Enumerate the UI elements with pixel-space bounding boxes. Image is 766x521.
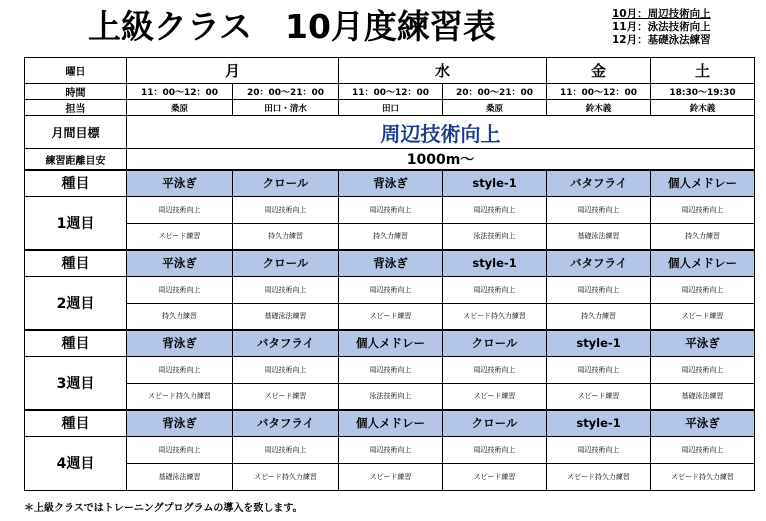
practice-content-cell: スピード練習 xyxy=(443,383,547,410)
practice-content-cell: 持久力練習 xyxy=(233,223,339,250)
practice-content-cell: 周辺技術向上 xyxy=(127,436,233,463)
event-row xyxy=(25,330,755,356)
practice-content-cell: 周辺技術向上 xyxy=(547,196,651,223)
practice-content-cell: 周辺技術向上 xyxy=(443,356,547,383)
content-row xyxy=(25,303,755,330)
event-cell: 平泳ぎ xyxy=(127,170,233,196)
goal-label: 月間目標 xyxy=(25,116,127,149)
practice-content-cell: 周辺技術向上 xyxy=(443,436,547,463)
legend-november: 11月：泳法技術向上 xyxy=(612,21,711,33)
practice-content-cell: スピード練習 xyxy=(339,303,443,330)
practice-content-cell: 周辺技術向上 xyxy=(339,436,443,463)
practice-content-cell: スピード持久力練習 xyxy=(547,463,651,490)
practice-distance: 1000m〜 xyxy=(127,149,755,171)
practice-content-cell: 周辺技術向上 xyxy=(443,276,547,303)
event-cell: style-1 xyxy=(547,410,651,436)
practice-content-cell: 周辺技術向上 xyxy=(443,196,547,223)
goal-row xyxy=(25,116,755,149)
time-row xyxy=(25,84,755,100)
practice-content-cell: 周辺技術向上 xyxy=(233,276,339,303)
legend-december: 12月：基礎泳法練習 xyxy=(612,34,711,46)
staff-cell: 田口 xyxy=(339,100,443,116)
staff-cell: 桑原 xyxy=(443,100,547,116)
page-title: 上級クラス 10月度練習表 xyxy=(88,7,496,46)
event-cell: 背泳ぎ xyxy=(339,170,443,196)
practice-content-cell: スピード持久力練習 xyxy=(651,463,755,490)
content-row xyxy=(25,276,755,303)
practice-content-cell: 基礎泳法練習 xyxy=(127,463,233,490)
event-cell: 背泳ぎ xyxy=(339,250,443,276)
event-row xyxy=(25,170,755,196)
practice-schedule-table xyxy=(24,57,755,491)
content-row xyxy=(25,223,755,250)
content-row xyxy=(25,383,755,410)
event-cell: 平泳ぎ xyxy=(127,250,233,276)
practice-content-cell: 基礎泳法練習 xyxy=(233,303,339,330)
time-cell: 20：00〜21：00 xyxy=(443,84,547,100)
content-row xyxy=(25,196,755,223)
event-cell: 個人メドレー xyxy=(339,410,443,436)
practice-content-cell: 周辺技術向上 xyxy=(651,196,755,223)
weekday-label: 曜日 xyxy=(25,58,127,84)
time-cell: 11：00〜12：00 xyxy=(547,84,651,100)
practice-content-cell: 周辺技術向上 xyxy=(127,196,233,223)
practice-content-cell: スピード持久力練習 xyxy=(443,303,547,330)
event-label: 種目 xyxy=(25,170,127,196)
distance-row xyxy=(25,149,755,171)
practice-content-cell: 基礎泳法練習 xyxy=(547,223,651,250)
practice-content-cell: 持久力練習 xyxy=(127,303,233,330)
content-row xyxy=(25,436,755,463)
practice-content-cell: 持久力練習 xyxy=(651,223,755,250)
practice-content-cell: スピード練習 xyxy=(547,383,651,410)
practice-content-cell: 周辺技術向上 xyxy=(547,436,651,463)
monthly-theme-legend xyxy=(612,8,762,47)
practice-content-cell: 周辺技術向上 xyxy=(547,356,651,383)
practice-content-cell: 周辺技術向上 xyxy=(339,356,443,383)
event-label: 種目 xyxy=(25,410,127,436)
event-cell: 平泳ぎ xyxy=(651,330,755,356)
event-cell: 個人メドレー xyxy=(339,330,443,356)
event-label: 種目 xyxy=(25,330,127,356)
event-cell: クロール xyxy=(233,170,339,196)
practice-content-cell: 周辺技術向上 xyxy=(233,196,339,223)
day-row xyxy=(25,58,755,84)
practice-content-cell: スピード練習 xyxy=(651,303,755,330)
content-row xyxy=(25,463,755,490)
event-cell: style-1 xyxy=(443,250,547,276)
event-cell: バタフライ xyxy=(233,330,339,356)
time-label: 時間 xyxy=(25,84,127,100)
practice-content-cell: 周辺技術向上 xyxy=(547,276,651,303)
practice-content-cell: 周辺技術向上 xyxy=(651,276,755,303)
week-label: 3週目 xyxy=(25,356,127,410)
event-row xyxy=(25,410,755,436)
staff-cell: 田口・清水 xyxy=(233,100,339,116)
content-row xyxy=(25,356,755,383)
practice-content-cell: 周辺技術向上 xyxy=(339,276,443,303)
practice-content-cell: 周辺技術向上 xyxy=(127,356,233,383)
day-friday: 金 xyxy=(547,58,651,84)
practice-content-cell: スピード持久力練習 xyxy=(233,463,339,490)
week-label: 2週目 xyxy=(25,276,127,330)
practice-content-cell: 周辺技術向上 xyxy=(127,276,233,303)
staff-cell: 鈴木義 xyxy=(651,100,755,116)
event-cell: style-1 xyxy=(547,330,651,356)
event-row xyxy=(25,250,755,276)
event-cell: 平泳ぎ xyxy=(651,410,755,436)
practice-content-cell: 周辺技術向上 xyxy=(339,196,443,223)
event-cell: クロール xyxy=(443,410,547,436)
practice-content-cell: 基礎泳法練習 xyxy=(651,383,755,410)
time-cell: 11：00〜12：00 xyxy=(127,84,233,100)
event-cell: クロール xyxy=(233,250,339,276)
practice-content-cell: スピード練習 xyxy=(127,223,233,250)
practice-content-cell: 周辺技術向上 xyxy=(233,436,339,463)
practice-content-cell: スピード持久力練習 xyxy=(127,383,233,410)
week-label: 4週目 xyxy=(25,436,127,490)
staff-label: 担当 xyxy=(25,100,127,116)
event-cell: バタフライ xyxy=(547,170,651,196)
event-cell: 背泳ぎ xyxy=(127,330,233,356)
event-cell: 背泳ぎ xyxy=(127,410,233,436)
time-cell: 11：00〜12：00 xyxy=(339,84,443,100)
practice-content-cell: 周辺技術向上 xyxy=(651,436,755,463)
event-cell: バタフライ xyxy=(547,250,651,276)
practice-content-cell: 周辺技術向上 xyxy=(651,356,755,383)
event-label: 種目 xyxy=(25,250,127,276)
practice-content-cell: スピード練習 xyxy=(233,383,339,410)
time-cell: 20：00〜21：00 xyxy=(233,84,339,100)
day-saturday: 土 xyxy=(651,58,755,84)
practice-content-cell: 持久力練習 xyxy=(339,223,443,250)
legend-october: 10月：周辺技術向上 xyxy=(612,8,711,20)
staff-row xyxy=(25,100,755,116)
practice-content-cell: スピード練習 xyxy=(339,463,443,490)
event-cell: バタフライ xyxy=(233,410,339,436)
event-cell: style-1 xyxy=(443,170,547,196)
practice-content-cell: 周辺技術向上 xyxy=(233,356,339,383)
event-cell: 個人メドレー xyxy=(651,170,755,196)
day-monday: 月 xyxy=(127,58,339,84)
practice-content-cell: 泳法技術向上 xyxy=(339,383,443,410)
staff-cell: 桑原 xyxy=(127,100,233,116)
time-cell: 18:30〜19:30 xyxy=(651,84,755,100)
event-cell: クロール xyxy=(443,330,547,356)
practice-content-cell: 泳法技術向上 xyxy=(443,223,547,250)
distance-label: 練習距離目安 xyxy=(25,149,127,171)
monthly-goal: 周辺技術向上 xyxy=(127,116,755,149)
event-cell: 個人メドレー xyxy=(651,250,755,276)
week-label: 1週目 xyxy=(25,196,127,250)
day-wednesday: 水 xyxy=(339,58,547,84)
staff-cell: 鈴木義 xyxy=(547,100,651,116)
practice-content-cell: 持久力練習 xyxy=(547,303,651,330)
practice-content-cell: スピード練習 xyxy=(443,463,547,490)
footer-note: ＊上級クラスではトレーニングプログラムの導入を致します。 xyxy=(24,503,303,514)
